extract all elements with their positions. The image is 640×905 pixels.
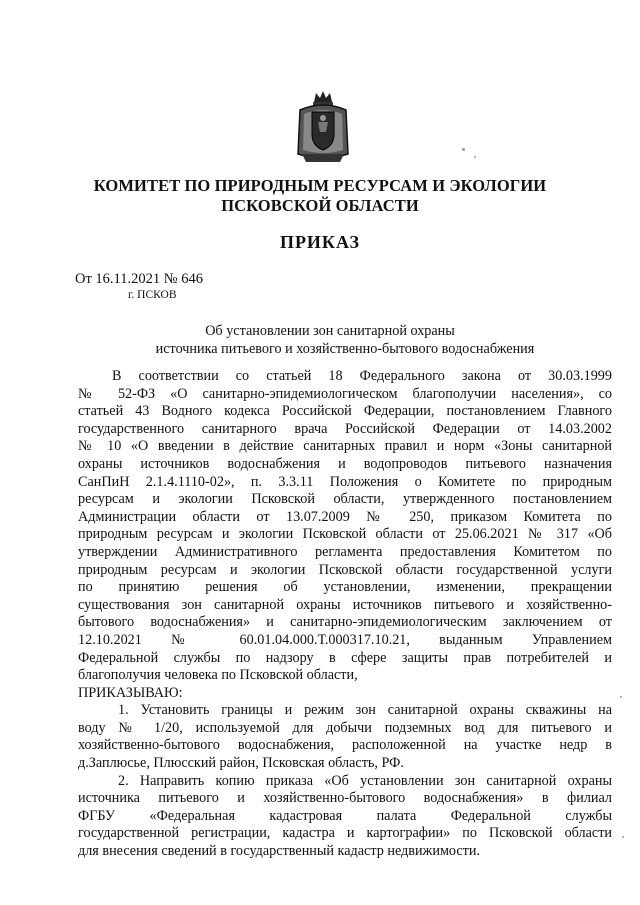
body-line: существования зон санитарной охраны источников питьевого и хозяйственно- xyxy=(78,596,612,613)
document-title: ПРИКАЗ xyxy=(279,232,361,252)
item-2-line: государственной регистрации, кадастра и картографии» по Псковской области xyxy=(78,825,612,842)
item-2-line: для внесения сведений в государственный кадастр недвижимости. xyxy=(78,843,481,860)
scan-speck xyxy=(622,836,624,838)
body-line: № 10 «О введении в действие санитарных правил и норм «Зоны санитарной xyxy=(78,438,612,455)
body-line: ресурсам и экологии Псковской области, утвержденного постановлением xyxy=(78,491,612,508)
body-line: государственного санитарного врача Российской Федерации от 14.03.2002 xyxy=(78,420,612,437)
committee-name-line1: КОМИТЕТ ПО ПРИРОДНЫМ РЕСУРСАМ И ЭКОЛОГИИ xyxy=(93,176,547,195)
scan-speck xyxy=(474,156,476,158)
item-2-line: источника питьевого и хозяйственно-бытового водоснабжения» в филиал xyxy=(78,790,612,807)
order-date-number: От 16.11.2021 № 646 xyxy=(75,271,203,287)
scan-speck xyxy=(462,148,465,151)
body-line: охраны источников водоснабжения и водопроводов питьевого назначения xyxy=(78,455,612,472)
body-line: Администрации области от 13.07.2009 № 250, приказом Комитета по xyxy=(78,508,612,525)
item-2-line: 2. Направить копию приказа «Об установлении зон санитарной охраны xyxy=(118,772,612,789)
orders-heading: ПРИКАЗЫВАЮ: xyxy=(78,684,183,701)
order-city: г. ПСКОВ xyxy=(128,289,177,301)
body-line: № 52-ФЗ «О санитарно-эпидемиологическом благополучии населения», со xyxy=(78,385,612,402)
item-1-line: хозяйственно-бытового водоснабжения, расположенной на участке недр в xyxy=(78,737,612,754)
order-body xyxy=(78,368,612,861)
order-subject-line2: источника питьевого и хозяйственно-бытового водоснабжения xyxy=(155,341,535,357)
item-1-line: воду № 1/20, используемой для добычи подземных вод для питьевого и xyxy=(78,719,612,736)
body-line: по принятию решения об установлении, изменении, прекращении xyxy=(78,579,612,596)
committee-name-line2: ПСКОВСКОЙ ОБЛАСТИ xyxy=(221,196,419,215)
body-line: СанПиН 2.1.4.1110-02», п. 3.3.11 Положения о Комитете по природным xyxy=(78,473,612,490)
body-line: В соответствии со статьей 18 Федерального закона от 30.03.1999 xyxy=(112,368,612,384)
body-line: благополучия человека по Псковской области, xyxy=(78,667,358,684)
body-line: 12.10.2021 № 60.01.04.000.Т.000317.10.21, выданным Управлением xyxy=(78,631,612,648)
body-line: природным ресурсам и экологии Псковской области государственной услуги xyxy=(78,561,612,578)
order-subject-line1: Об установлении зон санитарной охраны xyxy=(205,323,455,339)
body-line: Федеральной службы по надзору в сфере защиты прав потребителей и xyxy=(78,649,612,666)
body-line: природным ресурсам и экологии Псковской области от 25.06.2021 № 317 «Об xyxy=(78,526,612,543)
item-2-line: ФГБУ «Федеральная кадастровая палата Федеральной службы xyxy=(78,807,612,824)
item-1-line: д.Заплюсье, Плюсский район, Псковская область, РФ. xyxy=(78,755,404,772)
scan-speck xyxy=(620,696,622,698)
body-line: утверждении Административного регламента предоставления Комитетом по xyxy=(78,543,612,560)
item-1-line: 1. Установить границы и режим зон санитарной охраны скважины на xyxy=(118,702,612,719)
body-line: бытового водоснабжения» и санитарно-эпидемиологическим заключением от xyxy=(78,614,612,631)
body-line: статьей 43 Водного кодекса Российской Федерации, постановлением Главного xyxy=(78,403,612,420)
coat-of-arms-emblem xyxy=(294,88,352,166)
